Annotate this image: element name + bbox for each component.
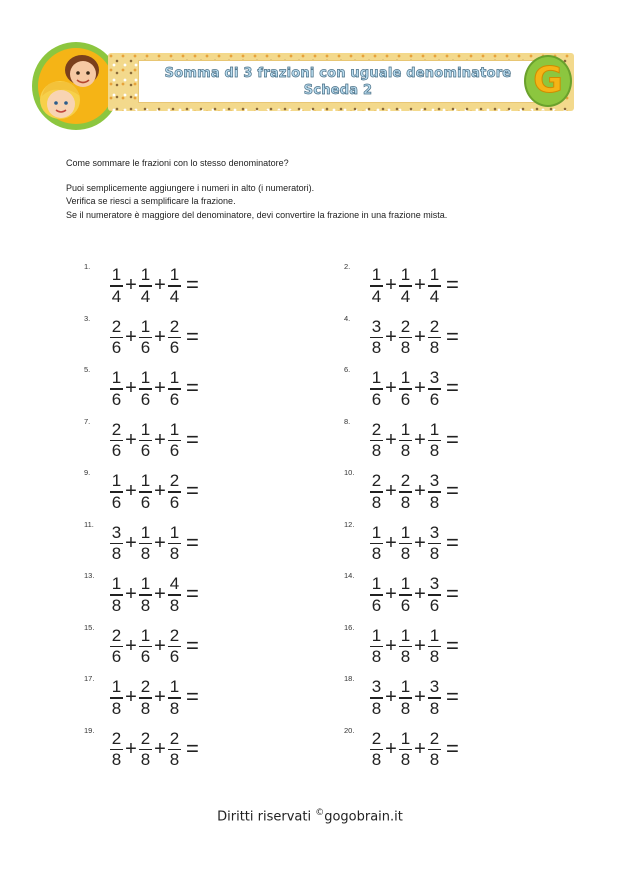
numerator: 2 [111,625,122,645]
numerator: 1 [140,574,151,594]
plus-sign: + [385,274,397,296]
equals-sign: = [186,684,199,709]
problem-number: 17. [84,674,95,683]
logo-letter: G [533,60,563,101]
fraction [109,575,124,615]
fraction [427,318,442,358]
fraction [369,627,384,667]
denominator: 6 [371,389,382,409]
plus-sign: + [154,531,166,554]
fraction-expression [369,573,459,617]
plus-sign: + [385,583,397,605]
fraction [167,318,182,358]
fraction [167,421,182,461]
denominator: 6 [140,389,151,409]
denominator: 4 [111,286,122,306]
fraction [138,524,153,564]
equals-sign: = [446,684,459,709]
plus-sign: + [125,377,137,399]
fraction-expression [369,264,459,308]
plus-sign: + [125,737,137,760]
fraction [398,575,413,615]
equals-sign: = [186,632,199,658]
numerator: 3 [111,522,122,542]
numerator: 3 [371,677,382,697]
denominator: 8 [371,492,382,512]
fraction [167,730,182,770]
fraction [138,266,153,306]
denominator: 8 [371,750,382,770]
fraction-expression [109,367,199,411]
plus-sign: + [125,634,137,657]
fraction [109,266,124,306]
numerator: 2 [429,316,440,336]
numerator: 1 [111,677,122,697]
plus-sign: + [154,480,166,502]
denominator: 8 [400,698,411,718]
fraction [398,678,413,718]
fraction-expression [109,573,199,617]
numerator: 2 [400,316,411,336]
numerator: 2 [169,316,180,336]
fraction [398,369,413,409]
problem-number: 18. [344,674,355,683]
numerator: 1 [429,419,440,439]
fraction [427,575,442,615]
equals-sign: = [446,581,459,606]
fraction-expression [109,264,199,308]
equals-sign: = [186,581,199,606]
numerator: 3 [429,677,440,697]
denominator: 6 [140,647,151,667]
fraction [138,678,153,718]
fraction [427,421,442,461]
fraction-expression [109,522,199,566]
intro-question: Come sommare le frazioni con lo stesso denominatore? [66,158,289,168]
denominator: 8 [169,698,180,718]
fraction [398,472,413,512]
numerator: 2 [400,471,411,491]
equals-sign: = [186,735,199,761]
numerator: 1 [400,625,411,645]
plus-sign: + [414,531,426,554]
denominator: 8 [169,544,180,564]
denominator: 8 [400,441,411,461]
numerator: 1 [169,677,180,697]
numerator: 1 [400,574,411,594]
fraction-expression [369,676,459,720]
denominator: 8 [371,544,382,564]
fraction-expression [369,522,459,566]
numerator: 2 [371,419,382,439]
problem-number: 19. [84,725,95,735]
denominator: 6 [111,647,122,667]
problem-number: 1. [84,262,91,271]
problem-number: 16. [344,622,355,632]
denominator: 8 [140,595,151,615]
problem-number: 2. [344,262,351,271]
worksheet-header [30,40,585,130]
fraction [398,318,413,358]
equals-sign: = [186,426,199,452]
numerator: 2 [371,728,382,748]
plus-sign: + [125,428,137,451]
plus-sign: + [414,583,426,605]
numerator: 1 [140,419,151,439]
fraction [369,678,384,718]
fraction-expression [369,316,459,360]
worksheet-title: Somma di 3 frazioni con uguale denominatore [164,66,512,81]
plus-sign: + [154,377,166,399]
denominator: 8 [371,338,382,358]
problem-number: 7. [84,416,91,426]
denominator: 8 [400,492,411,512]
intro-line-1: Puoi semplicemente aggiungere i numeri in alto (i numeratori). [66,182,315,193]
fraction [109,369,124,409]
equals-sign: = [446,529,459,555]
denominator: 8 [400,544,411,564]
fraction [138,627,153,667]
fraction [167,627,182,667]
plus-sign: + [125,325,137,348]
numerator: 2 [169,625,180,645]
fraction [427,678,442,718]
plus-sign: + [125,274,137,296]
denominator: 8 [429,647,440,667]
numerator: 2 [111,728,122,748]
fraction-expression [109,316,199,360]
numerator: 1 [111,368,122,388]
numerator: 4 [169,574,180,594]
fraction-expression [369,625,459,669]
fraction-expression [109,419,199,463]
numerator: 2 [371,471,382,491]
equals-sign: = [446,426,459,452]
fraction [398,421,413,461]
footer-rights: Diritti riservati [217,809,316,825]
numerator: 1 [400,677,411,697]
copyright-symbol: © [315,808,325,818]
equals-sign: = [446,272,459,297]
denominator: 8 [429,492,440,512]
plus-sign: + [414,274,426,296]
numerator: 2 [140,677,151,697]
numerator: 3 [429,368,440,388]
fraction [369,266,384,306]
numerator: 2 [111,419,122,439]
fraction [427,472,442,512]
problem-number: 9. [84,468,91,477]
denominator: 6 [111,441,122,461]
numerator: 1 [140,471,151,491]
fraction [138,575,153,615]
problem-number: 12. [344,519,355,529]
footer [0,808,620,824]
denominator: 6 [429,389,440,409]
fraction [369,524,384,564]
plus-sign: + [414,428,426,451]
denominator: 4 [400,286,411,306]
fraction [109,421,124,461]
numerator: 1 [371,522,382,542]
fraction [138,472,153,512]
fraction [167,524,182,564]
fraction [427,266,442,306]
numerator: 1 [140,625,151,645]
fraction [138,318,153,358]
plus-sign: + [154,325,166,348]
equals-sign: = [446,478,459,503]
numerator: 1 [111,265,122,285]
numerator: 1 [371,625,382,645]
plus-sign: + [385,428,397,451]
numerator: 2 [169,728,180,748]
denominator: 4 [140,286,151,306]
denominator: 6 [169,338,180,358]
numerator: 2 [140,728,151,748]
footer-site: gogobrain.it [324,809,403,825]
numerator: 1 [111,471,122,491]
numerator: 3 [371,316,382,336]
fraction-expression [369,367,459,411]
denominator: 8 [371,647,382,667]
fraction [369,472,384,512]
plus-sign: + [385,686,397,708]
problem-number: 8. [344,416,351,426]
numerator: 1 [169,265,180,285]
fraction [427,524,442,564]
fraction-expression [109,728,199,772]
denominator: 4 [169,286,180,306]
fraction [427,627,442,667]
fraction [369,575,384,615]
denominator: 6 [371,595,382,615]
denominator: 6 [429,595,440,615]
plus-sign: + [154,737,166,760]
problem-number: 13. [84,571,95,580]
numerator: 1 [371,574,382,594]
denominator: 8 [429,698,440,718]
fraction [167,575,182,615]
fraction [427,369,442,409]
numerator: 1 [111,574,122,594]
denominator: 8 [400,338,411,358]
problem-number: 14. [344,571,355,580]
denominator: 8 [429,750,440,770]
denominator: 8 [140,750,151,770]
numerator: 2 [111,316,122,336]
plus-sign: + [414,686,426,708]
plus-sign: + [414,634,426,657]
numerator: 1 [371,368,382,388]
fraction [138,730,153,770]
worksheet-subtitle: Scheda 2 [303,83,373,98]
fraction-expression [369,419,459,463]
numerator: 1 [400,368,411,388]
numerator: 1 [371,265,382,285]
denominator: 8 [400,647,411,667]
denominator: 4 [429,286,440,306]
numerator: 1 [169,368,180,388]
fraction [369,318,384,358]
fraction [138,421,153,461]
denominator: 8 [429,544,440,564]
denominator: 6 [140,492,151,512]
denominator: 8 [111,595,122,615]
numerator: 3 [429,471,440,491]
denominator: 8 [400,750,411,770]
fraction [109,678,124,718]
numerator: 1 [140,316,151,336]
numerator: 1 [140,368,151,388]
fraction [369,369,384,409]
plus-sign: + [154,583,166,605]
denominator: 6 [169,492,180,512]
problem-number: 15. [84,622,95,632]
numerator: 3 [429,574,440,594]
equals-sign: = [446,735,459,761]
plus-sign: + [385,325,397,348]
denominator: 6 [111,389,122,409]
denominator: 6 [400,595,411,615]
gogobrain-logo-icon [524,55,572,107]
denominator: 6 [111,492,122,512]
denominator: 8 [111,750,122,770]
denominator: 4 [371,286,382,306]
fraction [369,421,384,461]
problem-number: 3. [84,313,91,323]
numerator: 3 [429,522,440,542]
plus-sign: + [385,737,397,760]
equals-sign: = [186,272,199,297]
denominator: 8 [371,698,382,718]
fraction [398,627,413,667]
plus-sign: + [125,531,137,554]
denominator: 8 [169,595,180,615]
fraction [109,472,124,512]
problem-number: 4. [344,313,351,323]
numerator: 1 [400,522,411,542]
denominator: 8 [140,544,151,564]
numerator: 1 [169,419,180,439]
denominator: 6 [169,647,180,667]
numerator: 2 [429,728,440,748]
intro-line-3: Se il numeratore è maggiore del denominatore, devi convertire la frazione in una frazione mista. [66,209,448,220]
fraction [167,678,182,718]
fraction [398,524,413,564]
plus-sign: + [125,480,137,502]
equals-sign: = [186,323,199,349]
plus-sign: + [385,531,397,554]
plus-sign: + [414,377,426,399]
fraction [167,472,182,512]
fraction-expression [369,470,459,514]
equals-sign: = [186,375,199,400]
plus-sign: + [154,686,166,708]
denominator: 8 [429,441,440,461]
fraction [109,627,124,667]
denominator: 6 [169,389,180,409]
plus-sign: + [154,428,166,451]
denominator: 8 [140,698,151,718]
plus-sign: + [414,325,426,348]
denominator: 6 [169,441,180,461]
problem-number: 10. [344,468,355,477]
fraction-expression [109,625,199,669]
plus-sign: + [154,634,166,657]
problem-number: 11. [84,519,94,529]
plus-sign: + [125,686,137,708]
fraction [398,266,413,306]
denominator: 8 [429,338,440,358]
title-box [138,60,538,103]
plus-sign: + [385,480,397,502]
fraction [369,730,384,770]
numerator: 1 [400,265,411,285]
numerator: 1 [169,522,180,542]
denominator: 6 [140,441,151,461]
plus-sign: + [385,634,397,657]
fraction [398,730,413,770]
denominator: 6 [111,338,122,358]
numerator: 1 [429,625,440,645]
denominator: 6 [140,338,151,358]
problem-number: 20. [344,725,355,735]
problem-number: 6. [344,365,351,374]
problem-number: 5. [84,365,91,374]
fraction [109,318,124,358]
instructions [66,157,586,222]
equals-sign: = [186,529,199,555]
numerator: 1 [400,419,411,439]
denominator: 8 [111,544,122,564]
numerator: 1 [140,522,151,542]
equals-sign: = [446,323,459,349]
plus-sign: + [385,377,397,399]
denominator: 8 [371,441,382,461]
numerator: 1 [140,265,151,285]
fraction [109,524,124,564]
equals-sign: = [446,632,459,658]
numerator: 1 [429,265,440,285]
fraction [109,730,124,770]
plus-sign: + [125,583,137,605]
equals-sign: = [446,375,459,400]
fraction-expression [109,676,199,720]
denominator: 6 [400,389,411,409]
fraction [167,369,182,409]
numerator: 1 [400,728,411,748]
plus-sign: + [414,737,426,760]
plus-sign: + [154,274,166,296]
plus-sign: + [414,480,426,502]
fraction-expression [369,728,459,772]
fraction [138,369,153,409]
denominator: 8 [111,698,122,718]
fraction [167,266,182,306]
intro-line-2: Verifica se riesci a semplificare la frazione. [66,196,236,206]
fraction-expression [109,470,199,514]
numerator: 2 [169,471,180,491]
equals-sign: = [186,478,199,503]
denominator: 8 [169,750,180,770]
fraction [427,730,442,770]
